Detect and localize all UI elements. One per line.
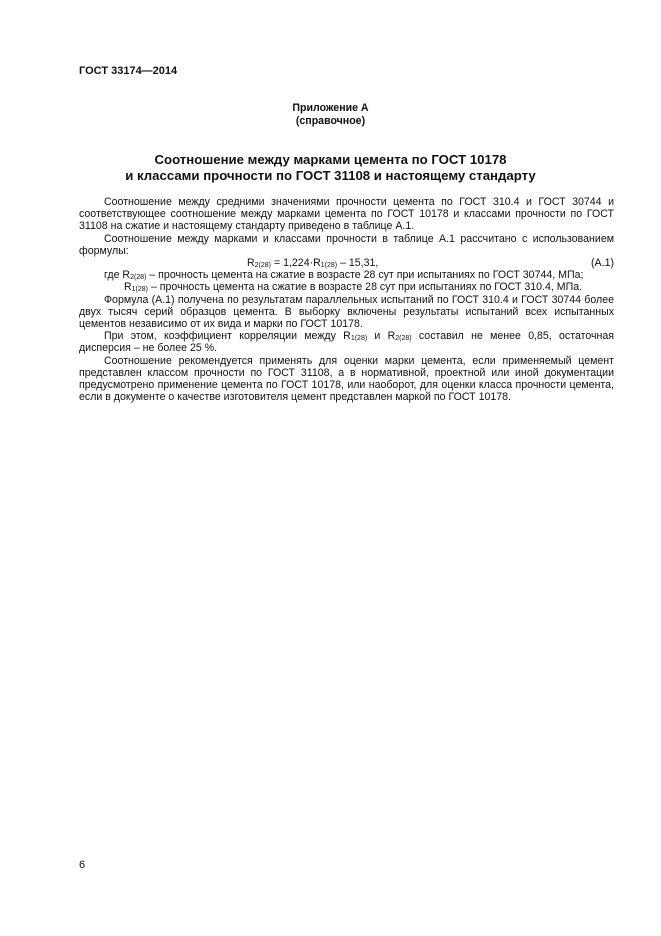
body-text <box>79 196 614 403</box>
section-title <box>0 152 661 184</box>
formula-a1 <box>79 257 614 269</box>
page-number: 6 <box>79 859 86 871</box>
appendix-heading <box>0 102 661 128</box>
formula-where-r1: $R_{1(28)}$ – прочность цемента на сжатие в возрасте 28 сут при испытаниях по ГОСТ 310.4, МПа. <box>124 281 583 294</box>
appendix-type: (справочное) <box>295 115 366 127</box>
paragraph-5: Соотношение рекомендуется применять для оценки марки цемента, если применяемый цемент представлен классом прочности по ГОСТ 31108, а в нормативной, проектной или иной документации предусмотрено применение цемента по ГОСТ 10178, или наоборот, для оценки класса прочности цемента, если в документе о качестве изготовителя цемент представлен маркой по ГОСТ 10178. <box>79 354 614 404</box>
title-line-1: Соотношение между марками цемента по ГОСТ 10178 <box>154 152 507 167</box>
formula-expression: $R_{2(28)} = 1,224\cdot R_{1(28)} - 15,31$, <box>247 257 379 270</box>
formula-number: (А.1) <box>591 257 614 270</box>
paragraph-2: Соотношение между марками и классами прочности в таблице А.1 рассчитано с использованием формулы: <box>79 232 614 257</box>
paragraph-4: При этом, коэффициент корреляции между $R_{1(28)}$ и $R_{2(28)}$ составил не менее 0,85, остаточная дисперсия – не более 25 %. <box>79 330 614 355</box>
paragraph-3: Формула (А.1) получена по результатам параллельных испытаний по ГОСТ 310.4 и ГОСТ 30744 более двух тысяч серий образцов цемента. В выборку включены результаты испытаний всех испытанных цементов независимо от их вида и марки по ГОСТ 10178. <box>79 293 614 331</box>
formula-where-r2: где $R_{2(28)}$ – прочность цемента на сжатие в возрасте 28 сут при испытаниях по ГОСТ 30744, МПа; <box>104 269 584 282</box>
paragraph-1: Соотношение между средними значениями прочности цемента по ГОСТ 310.4 и ГОСТ 30744 и соответствующее соотношение между марками цемента по ГОСТ 10178 и классами прочности по ГОСТ 31108 на сжатие и настоящему стандарту приведено в таблице А.1. <box>79 196 614 233</box>
appendix-label: Приложение А <box>292 102 369 114</box>
title-line-2: и классами прочности по ГОСТ 31108 и настоящему стандарту <box>125 168 536 183</box>
document-code: ГОСТ 33174—2014 <box>79 65 178 77</box>
